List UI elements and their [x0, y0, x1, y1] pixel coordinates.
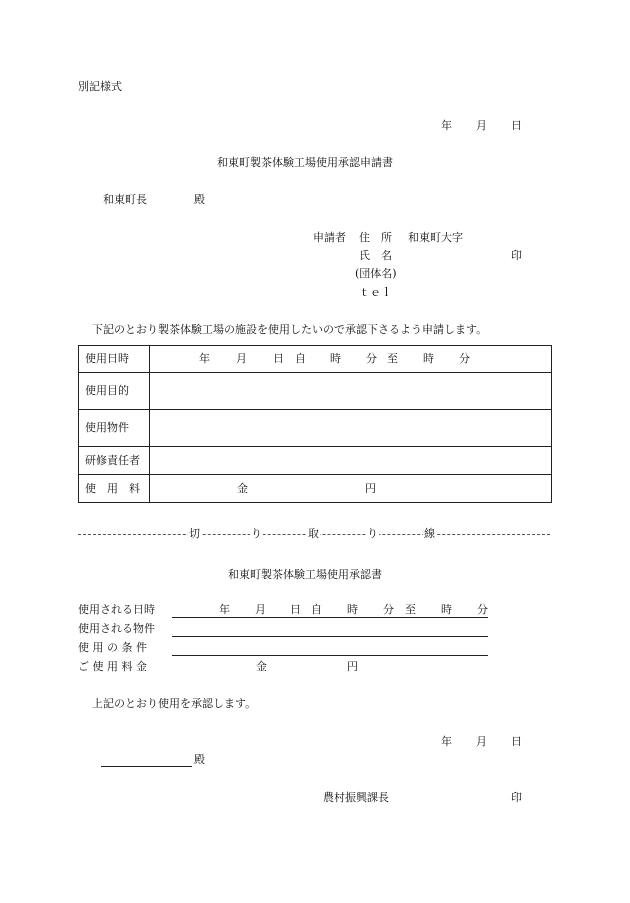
- table-row: [79, 410, 552, 447]
- recipient-honorific: 殿: [194, 753, 205, 766]
- name-label: 氏 名: [359, 249, 392, 262]
- day-label: 日: [511, 119, 522, 132]
- month-label: 月: [236, 352, 247, 365]
- recipient-underline[interactable]: [101, 766, 192, 767]
- hour-label: 時: [441, 603, 452, 616]
- row-label: 使 用 料: [79, 475, 150, 503]
- year-label: 年: [219, 603, 230, 616]
- responsible-person-cell[interactable]: [150, 447, 552, 475]
- application-statement: 下記のとおり製茶体験工場の施設を使用したいので承認下さるよう申請します。: [92, 323, 488, 336]
- from-label: 自: [311, 603, 322, 616]
- seal-mark: 印: [511, 249, 522, 262]
- address-value: 和東町大字: [408, 231, 463, 244]
- month-label: 月: [476, 119, 487, 132]
- hour-label: 時: [423, 352, 434, 365]
- month-label: 月: [476, 735, 487, 748]
- datetime-cell[interactable]: [150, 346, 552, 373]
- minute-label: 分: [459, 352, 470, 365]
- table-row: [79, 475, 552, 503]
- item-underline[interactable]: [172, 636, 488, 637]
- cut-char: 切: [189, 527, 200, 540]
- table-row: [79, 373, 552, 410]
- year-label: 年: [441, 735, 452, 748]
- year-label: 年: [199, 352, 210, 365]
- approval-item-label: 使用される物件: [78, 622, 155, 635]
- hour-label: 時: [347, 603, 358, 616]
- cut-char: り: [367, 527, 378, 540]
- issuer: 農村振興課長: [323, 791, 389, 804]
- to-label: 至: [405, 603, 416, 616]
- facility-cell[interactable]: [150, 410, 552, 447]
- approval-condition-label: 使 用 の 条 件: [78, 641, 147, 654]
- cut-char: 線: [424, 527, 435, 540]
- yen-prefix: 金: [256, 660, 267, 673]
- applicant-label: 申請者: [313, 231, 346, 244]
- condition-underline[interactable]: [172, 655, 488, 656]
- row-label: 研修責任者: [79, 447, 150, 475]
- row-label: 使用日時: [79, 346, 150, 373]
- addressee: 和東町長: [103, 193, 147, 206]
- hour-label: 時: [330, 352, 341, 365]
- approval-title: 和東町製茶体験工場使用承認書: [228, 568, 382, 581]
- yen-suffix: 円: [365, 482, 376, 495]
- approval-date-label: 使用される日時: [78, 603, 155, 616]
- yen-prefix: 金: [237, 482, 248, 495]
- honorific: 殿: [194, 193, 205, 206]
- group-label: (団体名): [355, 267, 397, 280]
- cut-char: 取: [308, 527, 319, 540]
- issuer-seal: 印: [511, 791, 522, 804]
- month-label: 月: [255, 603, 266, 616]
- yen-suffix: 円: [347, 660, 358, 673]
- address-label: 住 所: [359, 231, 392, 244]
- date-underline[interactable]: [172, 617, 488, 618]
- day-label: 日: [273, 352, 284, 365]
- minute-label: 分: [383, 603, 394, 616]
- form-label: 別記様式: [78, 80, 122, 93]
- tel-label: ｔｅｌ: [359, 286, 392, 299]
- approval-fee-label: ご 使 用 料 金: [78, 660, 147, 673]
- year-label: 年: [441, 119, 452, 132]
- day-label: 日: [290, 603, 301, 616]
- fee-cell[interactable]: [150, 475, 552, 503]
- minute-label: 分: [366, 352, 377, 365]
- minute-label: 分: [477, 603, 488, 616]
- table-row: [79, 346, 552, 373]
- to-label: 至: [387, 352, 398, 365]
- day-label: 日: [511, 735, 522, 748]
- application-table: [78, 345, 552, 503]
- row-label: 使用物件: [79, 410, 150, 447]
- cut-char: り: [251, 527, 262, 540]
- application-title: 和東町製茶体験工場使用承認申請書: [217, 156, 393, 169]
- row-label: 使用目的: [79, 373, 150, 410]
- purpose-cell[interactable]: [150, 373, 552, 410]
- from-label: 自: [295, 352, 306, 365]
- approval-statement: 上記のとおり使用を承認します。: [92, 697, 257, 710]
- table-row: [79, 447, 552, 475]
